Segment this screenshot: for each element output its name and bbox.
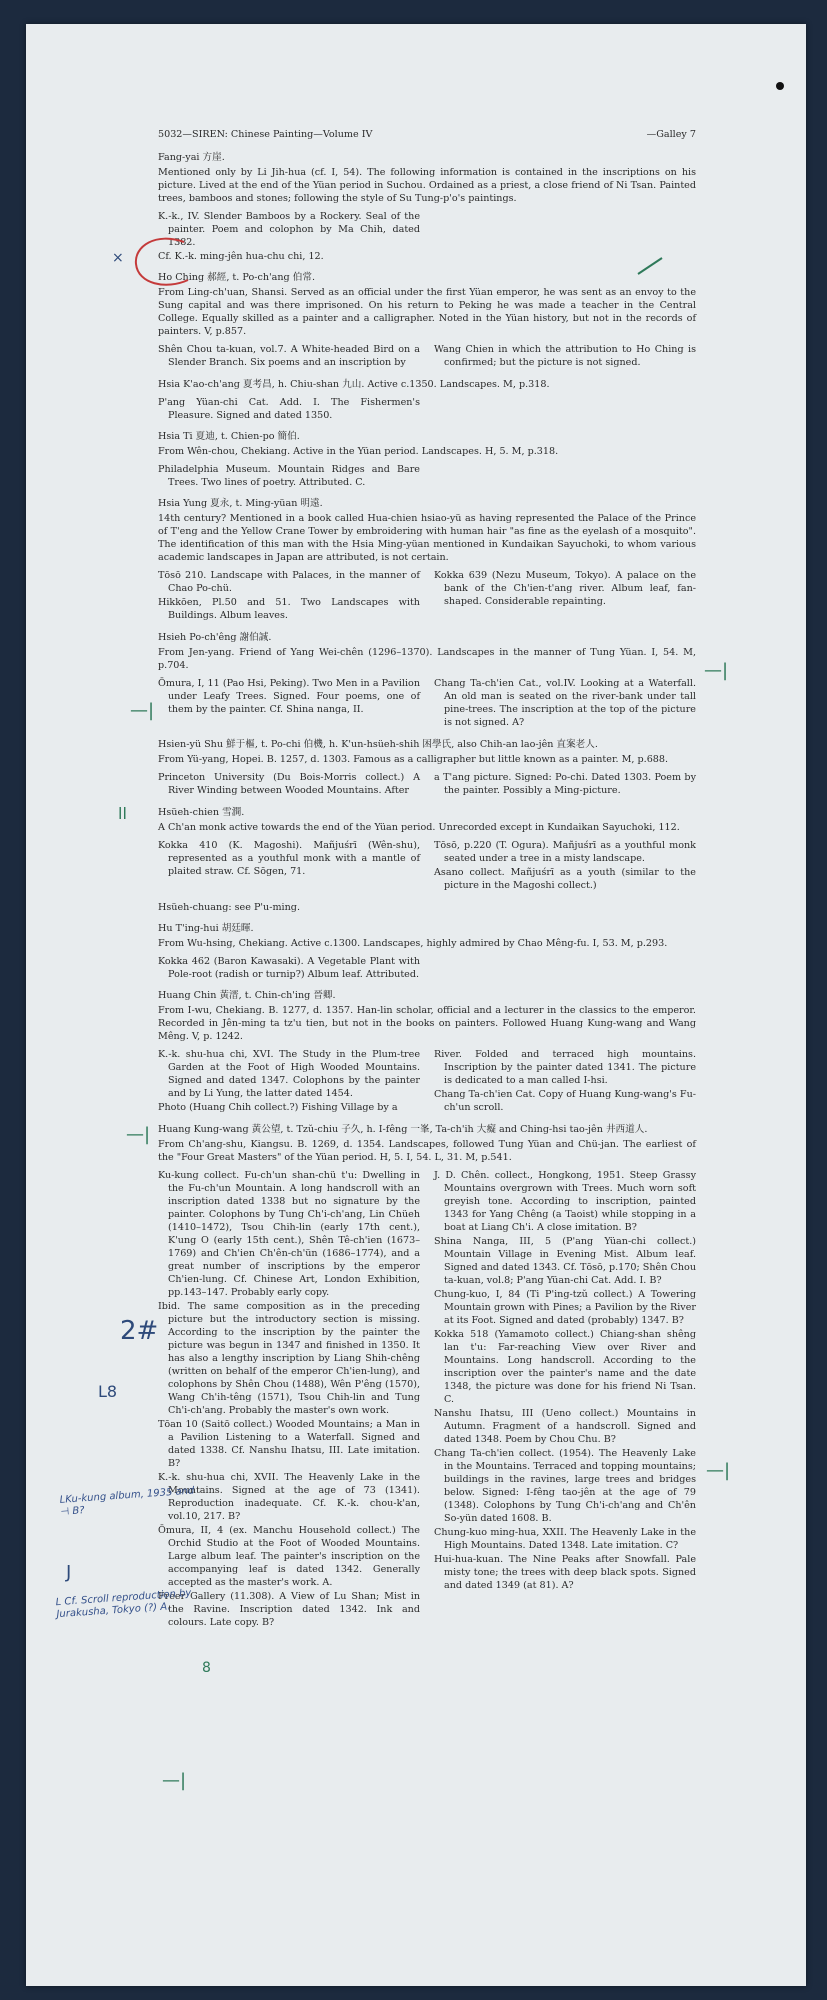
entry-columns [158, 1048, 696, 1115]
header-left: 5032—SIREN: Chinese Painting—Volume IV [158, 129, 373, 140]
list-item: Kokka 639 (Nezu Museum, Tokyo). A palace on the bank of the Ch'ien-t'ang river. Album leaf, fan-shaped. Considerable repainting. [434, 570, 696, 607]
list-item: Asano collect. Mañjuśrī as a youth (similar to the picture in the Magoshi collect.) [434, 867, 696, 891]
entry-intro: From Yü-yang, Hopei. B. 1257, d. 1303. Famous as a calligrapher but little known as a painter. M, p.688. [158, 754, 669, 765]
list-item: Kokka 518 (Yamamoto collect.) Chiang-shan shêng lan t'u: Far-reaching View over River and Mountains. Long handscroll. According to the inscription over the painter's name and the date 1348, the picture was done for his friend Ni Tsan. C. [434, 1329, 696, 1405]
entry [158, 497, 696, 623]
left-column [158, 839, 420, 893]
entry-columns [158, 569, 696, 623]
entry-columns [158, 677, 696, 730]
list-item: Philadelphia Museum. Mountain Ridges and Bare Trees. Two lines of poetry. Attributed. C. [158, 464, 420, 488]
list-item: Chang Ta-ch'ien Cat. Copy of Huang Kung-wang's Fu-ch'un scroll. [434, 1089, 696, 1113]
list-item: Chung-kuo, I, 84 (Ti P'ing-tzŭ collect.) A Towering Mountain grown with Pines; a Pavilion by the River at its Foot. Signed and dated (probably) 1347. B? [434, 1289, 696, 1326]
annotation-x-mark: × [112, 250, 124, 266]
entry-columns [158, 1169, 696, 1630]
list-item: Kokka 462 (Baron Kawasaki). A Vegetable Plant with Pole-root (radish or turnip?) Album leaf. Attributed. [158, 956, 420, 980]
list-item: J. D. Chên. collect., Hongkong, 1951. Steep Grassy Mountains overgrown with Trees. Much worn soft greyish tone. According to inscription, painted 1343 for Yang Chêng (a Taoist) while stopping in a boat at Liang Ch'i. A close imitation. B? [434, 1170, 696, 1233]
annotation-bar-mark: —| [706, 1460, 731, 1481]
annotation-j-mark: J [66, 1562, 72, 1583]
list-item: a T'ang picture. Signed: Po-chi. Dated 1303. Poem by the painter. Possibly a Ming-picture. [434, 772, 696, 796]
entry-columns [158, 343, 696, 370]
entry-heading: Fang-yai 方崖. [158, 152, 225, 163]
list-item: Tōsō, p.220 (T. Ogura). Mañjuśrī as a youthful monk seated under a tree in a misty landscape. [434, 840, 696, 864]
header-right: —Galley 7 [646, 129, 696, 140]
annotation-bar-mark: —| [130, 700, 155, 721]
punch-hole-dot [776, 82, 784, 90]
list-item: Hikkōen, Pl.50 and 51. Two Landscapes with Buildings. Album leaves. [158, 597, 420, 621]
entry-intro: 14th century? Mentioned in a book called Hua-chien hsiao-yü as having represented the Palace of the Prince of T'eng and the Yellow Crane Tower by embroidering with human hair "as fine as the eyelash of a mosquito". The identification of this man with the Hsia Ming-yüan mentioned in Kundaikan Sayuchoki, to whom various academic landscapes in Japan are attributed, is not certain. [158, 513, 696, 563]
entry-list [158, 396, 420, 422]
list-item: River. Folded and terraced high mountains. Inscription by the painter dated 1341. The picture is dedicated to a man called I-hsi. [434, 1049, 696, 1086]
left-column [158, 1048, 420, 1115]
right-column [434, 771, 696, 798]
annotation-ll-mark: ll [118, 804, 127, 823]
left-column [158, 771, 420, 798]
entry-columns [158, 771, 696, 798]
list-item: Tōsō 210. Landscape with Palaces, in the manner of Chao Po-chü. [158, 570, 420, 594]
entry-list [158, 463, 420, 489]
right-column [434, 343, 696, 370]
entry-columns [158, 839, 696, 893]
entry-heading: Huang Kung-wang 黃公望, t. Tzŭ-chiu 子久, h. I-fêng 一峯, Ta-ch'ih 大癡 and Ching-hsi tao-jên 井西道人. [158, 1124, 648, 1135]
entry [158, 151, 696, 263]
entry-intro: From Jen-yang. Friend of Yang Wei-chên (1296–1370). Landscapes in the manner of Tung Yüan. I, 54. M, p.704. [158, 647, 696, 671]
left-column [158, 1169, 420, 1630]
red-circle-mark [126, 234, 196, 294]
list-item: Tōan 10 (Saitō collect.) Wooded Mountains; a Man in a Pavilion Listening to a Waterfall. Signed and dated 1338. Cf. Nanshu Ihatsu, III. Late imitation. B? [158, 1419, 420, 1469]
entry-intro: From Wu-hsing, Chekiang. Active c.1300. Landscapes, highly admired by Chao Mêng-fu. I, 53. M, p.293. [158, 938, 668, 949]
entry-heading: Hu T'ing-hui 胡廷暉. [158, 923, 254, 934]
entry-heading: Ho Ching 郝經, t. Po-ch'ang 伯常. [158, 272, 315, 283]
entry-heading: Hsien-yü Shu 鮮于樞, t. Po-chi 伯機, h. K'un-hsüeh-shih 困學氏, also Chih-an lao-jên 直案老人. [158, 739, 598, 750]
list-item: Freer Gallery (11.308). A View of Lu Shan; Mist in the Ravine. Inscription dated 1342. Ink and colours. Late copy. B? [158, 1591, 420, 1628]
list-item: Hui-hua-kuan. The Nine Peaks after Snowfall. Pale misty tone; the trees with deep black spots. Signed and dated 1349 (at 81). A? [434, 1554, 696, 1591]
annotation-bar-mark: —| [704, 660, 729, 681]
galley-header [158, 128, 696, 141]
list-item: Wang Chien in which the attribution to Ho Ching is confirmed; but the picture is not signed. [434, 344, 696, 368]
entry-heading: Huang Chin 黃溍, t. Chin-ch'ing 晉卿. [158, 990, 336, 1001]
list-item: P'ang Yüan-chi Cat. Add. I. The Fishermen's Pleasure. Signed and dated 1350. [158, 397, 420, 421]
list-item: Cf. K.-k. ming-jên hua-chu chi, 12. [158, 251, 324, 262]
entry-heading: Hsia Ti 夏迪, t. Chien-po 簡伯. [158, 431, 300, 442]
right-column [434, 1048, 696, 1115]
list-item: Ōmura, II, 4 (ex. Manchu Household collect.) The Orchid Studio at the Foot of Wooded Mountains. Large album leaf. The painter's inscription on the accompanying leaf is dated 1342. Generally accepted as the master's work. A. [158, 1525, 420, 1588]
entry [158, 1123, 696, 1630]
annotation-eight-mark: 8 [202, 1660, 211, 1676]
entry [158, 922, 696, 981]
list-item: Princeton University (Du Bois-Morris collect.) A River Winding between Wooded Mountains. After [158, 772, 420, 796]
entry-heading: Hsüeh-chien 雪澗. [158, 807, 245, 818]
entry-heading: Hsia Yung 夏永, t. Ming-yüan 明遠. [158, 498, 323, 509]
entry-list [158, 210, 420, 263]
right-column [434, 839, 696, 893]
galley-text-block [158, 128, 696, 1948]
list-item: K.-k. shu-hua chi, XVII. The Heavenly Lake in the Mountains. Signed at the age of 73 (1341). Reproduction inadequate. Cf. K.-k. chou-k'an, vol.10, 217. B? [158, 1472, 420, 1522]
entry-list [158, 955, 420, 981]
annotation-l8-mark: L8 [98, 1382, 118, 1401]
list-item: Chung-kuo ming-hua, XXII. The Heavenly Lake in the High Mountains. Dated 1348. Late imitation. C? [434, 1527, 696, 1551]
entry-heading: Hsieh Po-ch'êng 謝伯誠. [158, 632, 272, 643]
handwritten-note-scroll: L Cf. Scroll reproduction by Jurakusha, Tokyo (?) A. [55, 1587, 192, 1621]
entry [158, 989, 696, 1115]
annotation-two-mark: 2# [120, 1316, 159, 1346]
left-column [158, 569, 420, 623]
list-item: Photo (Huang Chih collect.?) Fishing Village by a [158, 1102, 398, 1113]
list-item: K.-k., IV. Slender Bamboos by a Rockery. Seal of the painter. Poem and colophon by Ma Chih, dated 1382. [158, 211, 420, 248]
annotation-bar-mark: —| [126, 1124, 151, 1145]
entry-intro: From Ling-ch'uan, Shansi. Served as an official under the first Yüan emperor, he was sent as an envoy to the Sung capital and was there imprisoned. On his return to Peking he was made a teacher in the Central College. Equally skilled as a painter and a calligrapher. Noted in the Yüan history, but not in the records of painters. V, p.857. [158, 287, 696, 337]
right-column [434, 1169, 696, 1630]
list-item: Shên Chou ta-kuan, vol.7. A White-headed Bird on a Slender Branch. Six poems and an inscription by [158, 344, 420, 368]
right-column [434, 677, 696, 730]
left-column [158, 343, 420, 370]
list-item: Ku-kung collect. Fu-ch'un shan-chü t'u: Dwelling in the Fu-ch'un Mountain. A long handscroll with an inscription dated 1338 but no signature by the painter. Colophons by Tung Ch'i-ch'ang, Lin Chüeh (1410–1472), Tsou Chih-lin (early 17th cent.), K'ung O (early 15th cent.), Shên Tê-ch'ien (1673–1769) and Ch'ien Ch'ên-ch'ün (1686–1774), and a great number of inscriptions by the emperor Ch'ien-lung. Cf. Chinese Art, London Exhibition, pp.143–147. Probably early copy. [158, 1170, 420, 1298]
entry-intro: From I-wu, Chekiang. B. 1277, d. 1357. Han-lin scholar, official and a lecturer in the classics to the emperor. Recorded in Jên-ming ta tz'u tien, but not in the books on painters. Followed Huang Kung-wang and Wang Mêng. V, p. 1242. [158, 1005, 696, 1042]
entry-heading: Hsüeh-chuang: see P'u-ming. [158, 902, 300, 913]
list-item: Shina Nanga, III, 5 (P'ang Yüan-chi collect.) Mountain Village in Evening Mist. Album leaf. Signed and dated 1343. Cf. Tōsō, p.170; Shên Chou ta-kuan, vol.8; P'ang Yüan-chi Cat. Add. I. B? [434, 1236, 696, 1286]
entry-heading: Hsia K'ao-ch'ang 夏考昌, h. Chiu-shan 九山. Active c.1350. Landscapes. M, p.318. [158, 379, 550, 390]
entry [158, 271, 696, 370]
list-item: Ōmura, I, 11 (Pao Hsi, Peking). Two Men in a Pavilion under Leafy Trees. Signed. Four poems, one of them by the painter. Cf. Shina nanga, II. [158, 678, 420, 715]
list-item: Chang Ta-ch'ien collect. (1954). The Heavenly Lake in the Mountains. Terraced and topping mountains; buildings in the ravines, large trees and bridges below. Signed: I-fêng tao-jên at the age of 79 (1348). Colophons by Tung Ch'i-ch'ang and Ch'ên So-yün dated 1608. B. [434, 1448, 696, 1524]
list-item: Nanshu Ihatsu, III (Ueno collect.) Mountains in Autumn. Fragment of a handscroll. Signed and dated 1348. Poem by Chou Chu. B? [434, 1408, 696, 1445]
green-tick-mark [636, 254, 666, 278]
entry [158, 901, 696, 914]
galley-sheet [26, 24, 806, 1986]
entry-intro: A Ch'an monk active towards the end of the Yüan period. Unrecorded except in Kundaikan Sayuchoki, 112. [158, 822, 680, 833]
entry [158, 631, 696, 730]
annotation-bar-mark: —| [162, 1770, 187, 1791]
list-item: Ibid. The same composition as in the preceding picture but the introductory section is missing. According to the inscription by the painter the picture was begun in 1347 and finished in 1350. It has also a lengthy inscription by Liang Shih-chêng (written on behalf of the emperor Ch'ien-lung), and colophons by Shên Chou (1488), Wên P'êng (1570), Wang Ch'ih-têng (1571), Tsou Chih-lin and Tung Ch'i-ch'ang. Probably the master's own work. [158, 1301, 420, 1416]
entry [158, 806, 696, 893]
entry [158, 738, 696, 798]
entry [158, 378, 696, 422]
entry-intro: From Ch'ang-shu, Kiangsu. B. 1269, d. 1354. Landscapes, followed Tung Yüan and Chü-jan. The earliest of the "Four Great Masters" of the Yüan period. H, 5. I, 54. L, 31. M, p.541. [158, 1139, 696, 1163]
right-column [434, 569, 696, 623]
list-item: K.-k. shu-hua chi, XVI. The Study in the Plum-tree Garden at the Foot of High Wooded Mountains. Signed and dated 1347. Colophons by the painter and by Li Yung, the latter dated 1454. [158, 1049, 420, 1099]
left-column [158, 677, 420, 730]
list-item: Chang Ta-ch'ien Cat., vol.IV. Looking at a Waterfall. An old man is seated on the river-bank under tall pine-trees. The inscription at the top of the picture is not signed. A? [434, 678, 696, 728]
entry-intro: From Wên-chou, Chekiang. Active in the Yüan period. Landscapes. H, 5. M, p.318. [158, 446, 559, 457]
entry [158, 430, 696, 489]
list-item: Kokka 410 (K. Magoshi). Mañjuśrī (Wên-shu), represented as a youthful monk with a mantle of plaited straw. Cf. Sōgen, 71. [158, 840, 420, 877]
entry-intro: Mentioned only by Li Jih-hua (cf. I, 54). The following information is contained in the inscriptions on his picture. Lived at the end of the Yüan period in Suchou. Ordained as a priest, a close friend of Ni Tsan. Painted trees, bamboos and stones; following the style of Su Tung-p'o's paintings. [158, 167, 696, 204]
handwritten-note-album: LKu-kung album, 1935 and ⊣ B? [59, 1485, 195, 1518]
